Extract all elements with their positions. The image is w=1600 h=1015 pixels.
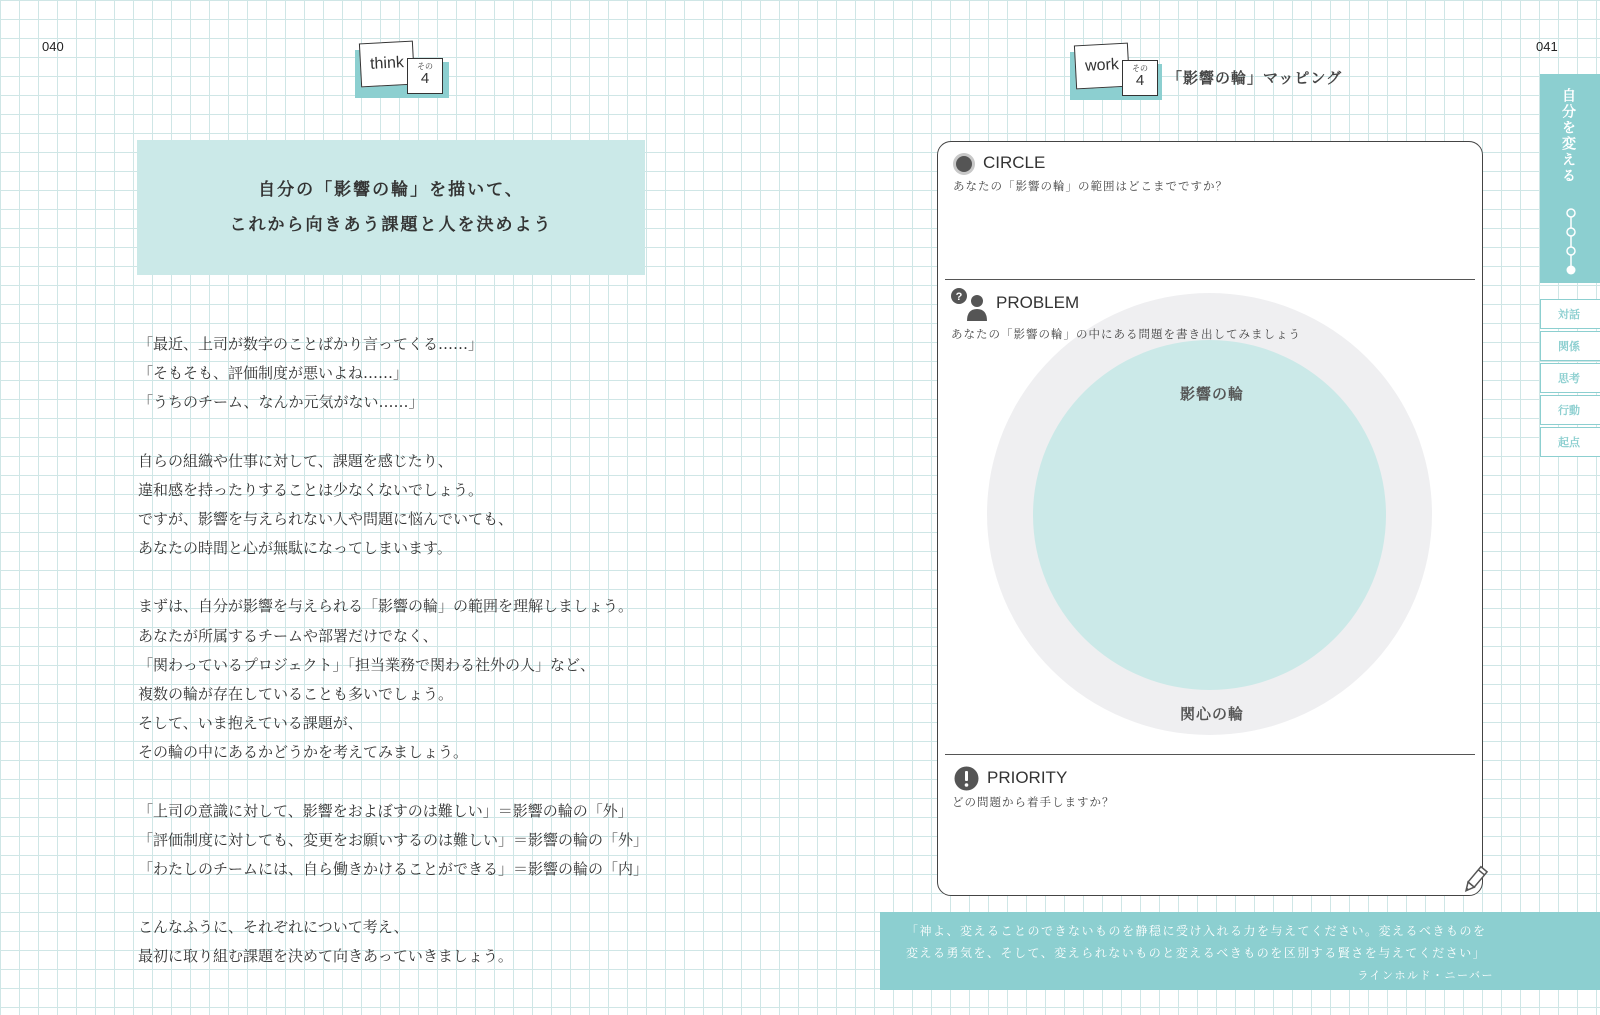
quote-author: ラインホルド・ニーバー (1357, 969, 1494, 982)
paragraph-5 (138, 913, 658, 971)
divider (945, 754, 1475, 755)
side-tab-origin[interactable]: 起点 (1540, 427, 1600, 457)
text-line: 自らの組織や仕事に対して、課題を感じたり、 (138, 451, 453, 470)
work-title: 「影響の輪」マッピング (1167, 69, 1343, 87)
circle-prompt: あなたの「影響の輪」の範囲はどこまでですか？ (953, 179, 1228, 193)
title-line-1: 自分の「影響の輪」を描いて、 (258, 179, 524, 200)
text-line: まずは、自分が影響を与えられる「影響の輪」の範囲を理解しましょう。 (138, 597, 634, 616)
text-line: そして、いま抱えている課題が、 (138, 714, 363, 733)
work-number-box (1122, 60, 1158, 96)
text-line: 「最近、上司が数字のことばかり言ってくる……」 (138, 335, 484, 353)
paragraph-1 (138, 330, 658, 418)
progress-dots-icon (1564, 208, 1578, 276)
text-line: 「そもそも、評価制度が悪いよね……」 (138, 364, 409, 383)
text-line: 「上司の意識に対して、影響をおよぼすのは難しい」＝影響の輪の「外」 (138, 801, 633, 820)
page-number-left: 040 (42, 39, 64, 54)
text-line: その輪の中にあるかどうかを考えてみましょう。 (138, 743, 469, 762)
divider (945, 279, 1475, 280)
circle-title: CIRCLE (983, 153, 1046, 172)
body-text (138, 330, 658, 1001)
text-line: あなたが所属するチームや部署だけでなく、 (138, 626, 438, 645)
text-line: 違和感を持ったりすることは少なくないでしょう。 (138, 480, 484, 499)
think-sono: その (417, 62, 433, 71)
influence-label: 影響の輪 (1180, 385, 1245, 403)
text-line: 最初に取り組む課題を決めて向きあっていきましょう。 (138, 947, 513, 966)
worksheet-card (937, 141, 1483, 896)
quote-box (880, 912, 1600, 990)
work-sono: その (1132, 64, 1148, 73)
side-tab-dialogue[interactable]: 対話 (1540, 299, 1600, 329)
circle-icon (952, 152, 976, 176)
text-line: 「評価制度に対しても、変更をお願いするのは難しい」＝影響の輪の「外」 (138, 830, 649, 849)
work-number: 4 (1135, 72, 1145, 89)
text-line: 複数の輪が存在していることも多いでしょう。 (138, 685, 454, 704)
side-tab-action[interactable]: 行動 (1540, 395, 1600, 425)
work-badge (1070, 44, 1170, 104)
work-label: work (1074, 43, 1130, 90)
svg-text:?: ? (955, 291, 963, 303)
text-line: 「うちのチーム、なんか元気がない……」 (138, 393, 424, 412)
side-tab-current[interactable] (1540, 74, 1600, 283)
problem-prompt: あなたの「影響の輪」の中にある問題を書き出してみましょう (951, 327, 1301, 341)
text-line: あなたの時間と心が無駄になってしまいます。 (138, 539, 452, 558)
think-number-box (407, 58, 443, 94)
side-tab-thinking[interactable]: 思考 (1540, 363, 1600, 393)
page-number-right: 041 (1536, 39, 1558, 54)
left-title-box (137, 140, 645, 275)
problem-title: PROBLEM (996, 293, 1080, 312)
exclamation-icon (954, 766, 979, 791)
priority-title: PRIORITY (987, 768, 1068, 787)
question-person-icon (950, 288, 988, 322)
quote-line-1: 「神よ、変えることのできないものを静穏に受け入れる力を与えてください。変えるべきものを (906, 924, 1487, 938)
paragraph-2 (138, 447, 658, 564)
concern-label: 関心の輪 (1180, 705, 1245, 723)
pencil-icon (1461, 864, 1489, 896)
quote-line-2: 変える勇気を、そして、変えられないものと変えるべきものを区別する賢さを与えてください」 (906, 946, 1487, 960)
title-line-2: これから向きあう課題と人を決めよう (229, 214, 553, 235)
text-line: 「関わっているプロジェクト」「担当業務で関わる社外の人」など、 (138, 655, 596, 674)
think-badge (355, 42, 455, 102)
think-number: 4 (420, 70, 430, 87)
text-line: 「わたしのチームには、自ら働きかけることができる」＝影響の輪の「内」 (138, 860, 649, 879)
text-line: こんなふうに、それぞれについて考え、 (138, 918, 409, 937)
paragraph-3 (138, 592, 658, 767)
side-tab-relationship[interactable]: 関係 (1540, 331, 1600, 361)
think-label: think (359, 41, 415, 88)
paragraph-4 (138, 797, 658, 885)
side-tab-label: 自分を変える (1560, 88, 1576, 184)
text-line: ですが、影響を与えられない人や問題に悩んでいても、 (138, 510, 514, 529)
priority-prompt: どの問題から着手しますか？ (952, 795, 1115, 809)
